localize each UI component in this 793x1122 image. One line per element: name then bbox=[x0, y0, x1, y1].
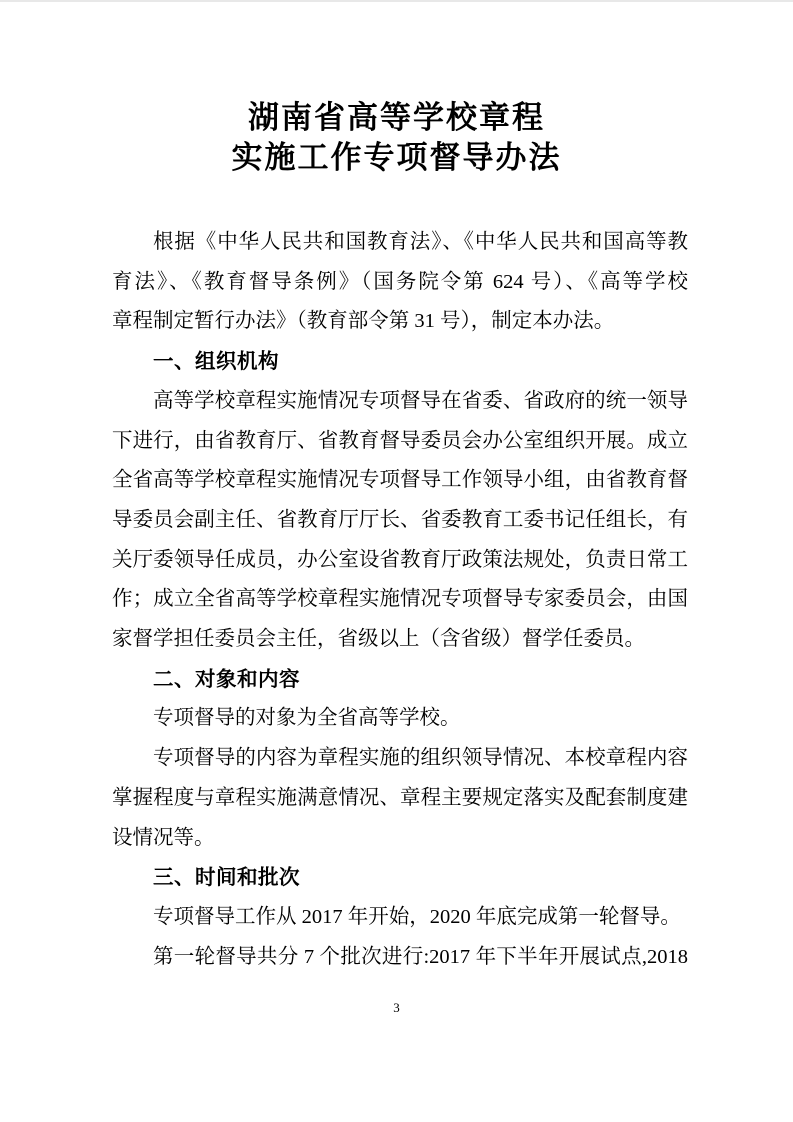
document-title-line1: 湖南省高等学校章程 bbox=[248, 100, 545, 135]
text-line: 专项督导的对象为全省高等学校。 bbox=[153, 707, 461, 730]
heading-line: 二、对象和内容 bbox=[153, 667, 300, 691]
heading-line: 一、组织机构 bbox=[153, 350, 279, 374]
paragraph-supervision-target bbox=[112, 699, 688, 739]
text-line: 专项督导的内容为章程实施的组织领导情况、本校章程内容 bbox=[153, 747, 688, 770]
text-line: 全省高等学校章程实施情况专项督导工作领导小组，由省教育督 bbox=[112, 469, 688, 492]
heading-line: 三、时间和批次 bbox=[153, 866, 300, 890]
text-line: 作；成立全省高等学校章程实施情况专项督导专家委员会，由国 bbox=[112, 588, 688, 611]
paragraph-legal-basis bbox=[112, 223, 688, 342]
text-line: 掌握程度与章程实施满意情况、章程主要规定落实及配套制度建 bbox=[112, 786, 688, 809]
text-line: 家督学担任委员会主任，省级以上（含省级）督学任委员。 bbox=[112, 628, 645, 651]
document-title-line2: 实施工作专项督导办法 bbox=[231, 140, 562, 175]
text-line: 章程制定暂行办法》（教育部令第 31 号），制定本办法。 bbox=[112, 310, 615, 333]
text-line: 高等学校章程实施情况专项督导在省委、省政府的统一领导 bbox=[153, 389, 688, 412]
page-number: 3 bbox=[393, 1000, 400, 1015]
document-title bbox=[0, 2, 793, 178]
text-line: 下进行，由省教育厅、省教育督导委员会办公室组织开展。成立 bbox=[112, 429, 688, 452]
paragraph-organization bbox=[112, 382, 688, 660]
text-line: 根据《中华人民共和国教育法》、《中华人民共和国高等教 bbox=[153, 231, 688, 253]
text-line: 设情况等。 bbox=[112, 826, 215, 849]
section-heading-1-organization bbox=[112, 342, 688, 382]
document-body bbox=[112, 223, 688, 977]
section-heading-3-time-batches bbox=[112, 858, 688, 898]
section-heading-2-targets-content bbox=[112, 660, 688, 700]
text-line: 导委员会副主任、省教育厅厅长、省委教育工委书记任组长，有 bbox=[112, 508, 688, 531]
paragraph-batches bbox=[112, 938, 688, 978]
text-line: 专项督导工作从 2017 年开始，2020 年底完成第一轮督导。 bbox=[153, 905, 681, 928]
text-line: 第一轮督导共分 7 个批次进行:2017 年下半年开展试点,2018 bbox=[153, 945, 688, 968]
text-line: 育法》、《教育督导条例》（国务院令第 624 号）、《高等学校 bbox=[112, 270, 688, 293]
text-line: 关厅委领导任成员，办公室设省教育厅政策法规处，负责日常工 bbox=[112, 548, 688, 571]
paragraph-supervision-content bbox=[112, 739, 688, 858]
paragraph-timeline bbox=[112, 898, 688, 938]
